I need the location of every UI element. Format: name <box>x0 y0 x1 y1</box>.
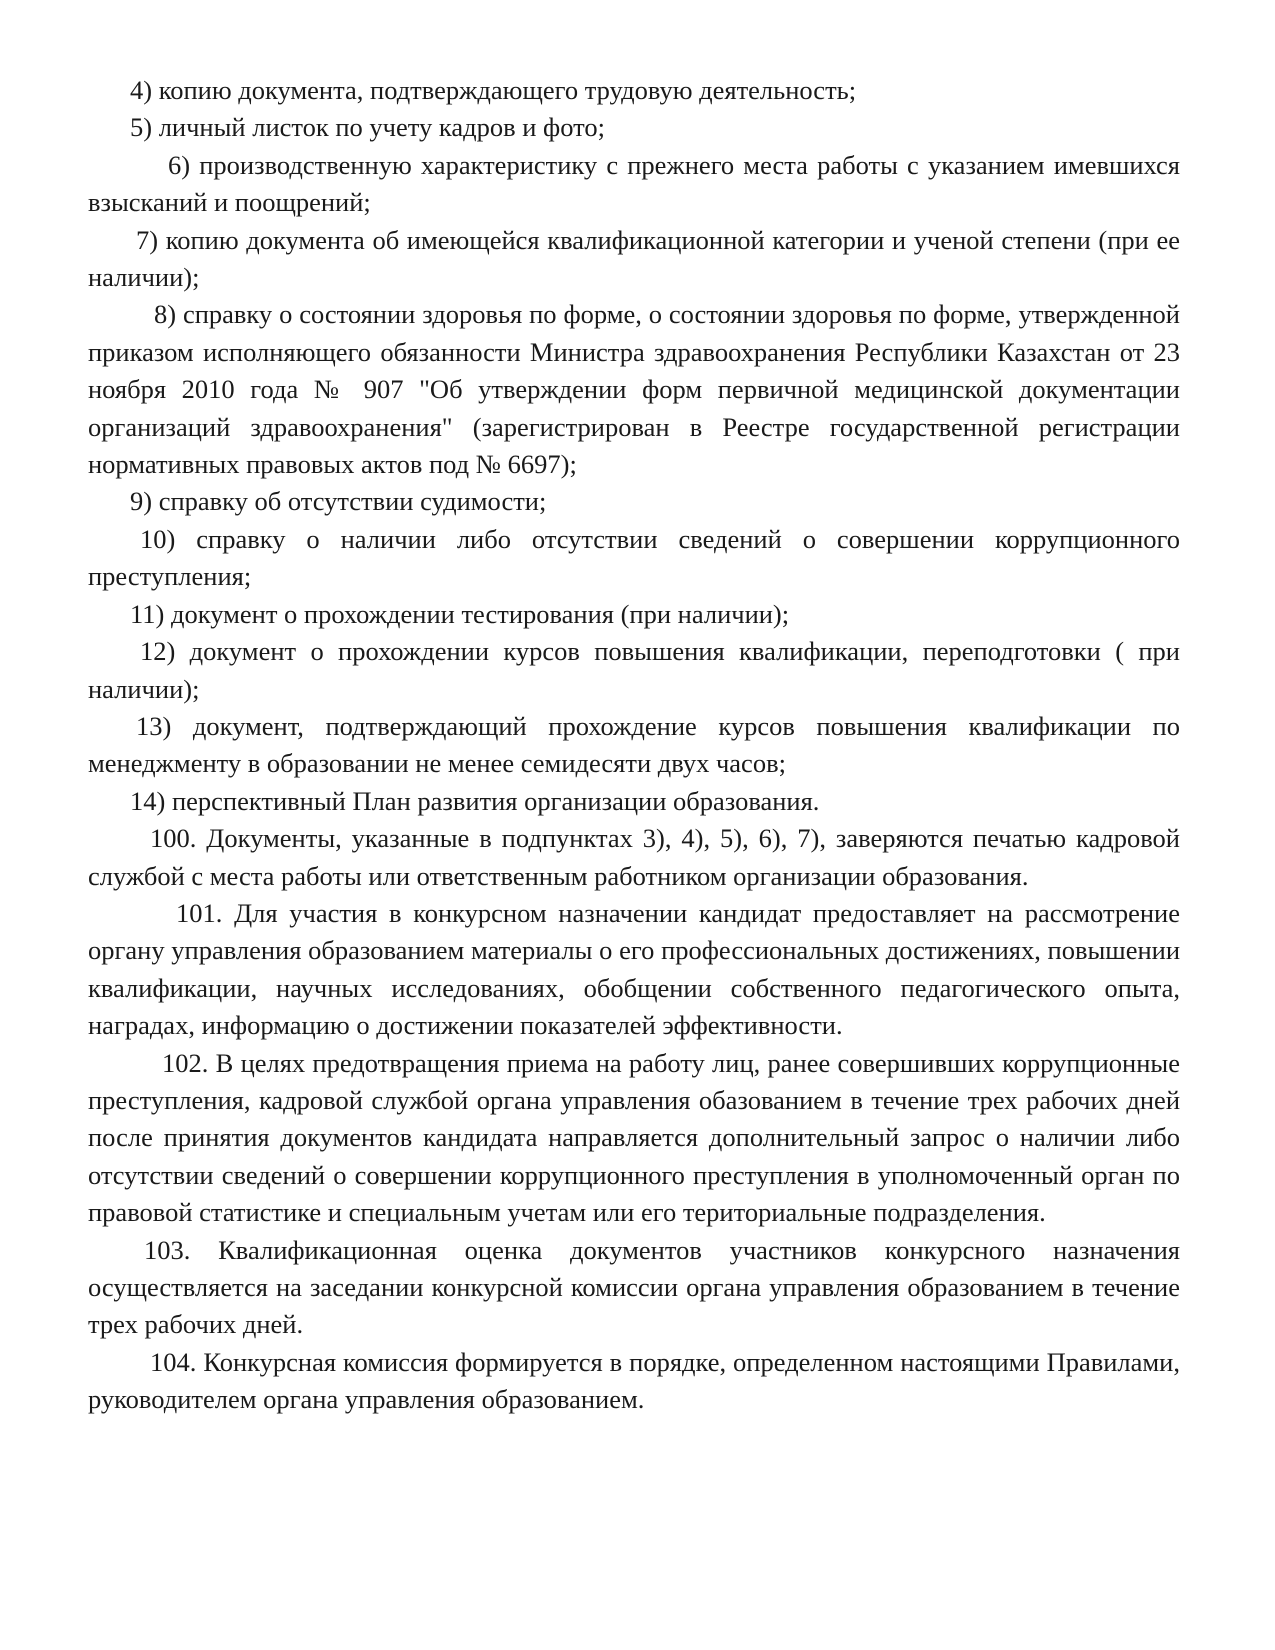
list-item-7: 7) копию документа об имеющейся квалификационной категории и ученой степени (при ее наличии); <box>88 224 1180 293</box>
list-item-14: 14) перспективный План развития организации образования. <box>130 785 820 816</box>
list-item-5: 5) личный листок по учету кадров и фото; <box>130 112 605 143</box>
list-item-6: 6) производственную характеристику с прежнего места работы с указанием имевшихся взысканий и поощрений; <box>88 149 1180 218</box>
paragraph-104: 104. Конкурсная комиссия формируется в порядке, определенном настоящими Правилами, руководителем органа управления образованием. <box>88 1346 1180 1415</box>
paragraph-102: 102. В целях предотвращения приема на работу лиц, ранее совершивших коррупционные преступления, кадровой службой органа управления обазованием в течение трех рабочих дней после принятия документов кандидата направляется дополнительный запрос о наличии либо отсутствии сведений о совершении коррупционного преступления в уполномоченный орган по правовой статистике и специальным учетам или его териториальные подразделения. <box>88 1047 1180 1228</box>
list-item-9: 9) справку об отсутствии судимости; <box>130 486 547 517</box>
list-item-11: 11) документ о прохождении тестирования (при наличии); <box>130 598 790 629</box>
list-item-13: 13) документ, подтверждающий прохождение курсов повышения квалификации по менеджменту в образовании не менее семидесяти двух часов; <box>88 710 1180 779</box>
paragraph-100: 100. Документы, указанные в подпунктах 3), 4), 5), 6), 7), заверяются печатью кадровой службой с места работы или ответственным работником организации образования. <box>88 823 1180 891</box>
list-item-8: 8) справку о состоянии здоровья по форме, о состоянии здоровья по форме, утвержденной приказом исполняющего обязанности Министра здравоохранения Республики Казахстан от 23 ноября 2010 года № 907 "Об утверждении форм первичной медицинской документации организаций здравоохранения" (зарегистрирован в Реестре государственной регистрации нормативных правовых актов под № 6697); <box>88 299 1180 480</box>
paragraph-101: 101. Для участия в конкурсном назначении кандидат предоставляет на рассмотрение органу управления образованием материалы о его профессиональных достижениях, повышении квалификации, научных исследованиях, обобщении собственного педагогического опыта, наградах, информацию о достижении показателей эффективности. <box>88 897 1180 1041</box>
document-page <box>88 72 1180 1419</box>
list-item-12: 12) документ о прохождении курсов повышения квалификации, переподготовки ( при наличии); <box>88 636 1180 704</box>
paragraph-103: 103. Квалификационная оценка документов участников конкурсного назначения осуществляется на заседании конкурсной комиссии органа управления образованием в течение трех рабочих дней. <box>88 1234 1180 1340</box>
list-item-4: 4) копию документа, подтверждающего трудовую деятельность; <box>130 75 857 105</box>
list-item-10: 10) справку о наличии либо отсутствии сведений о совершении коррупционного преступления; <box>88 523 1180 592</box>
